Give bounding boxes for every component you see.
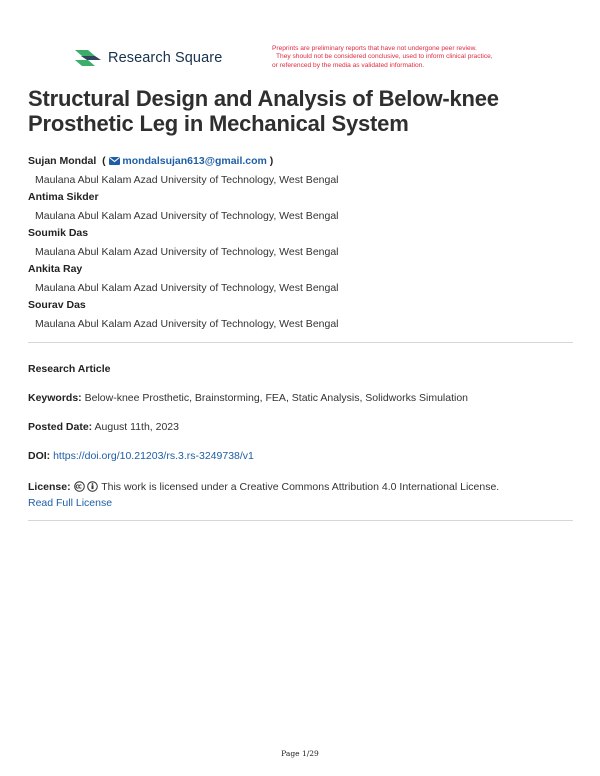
mail-icon: [109, 157, 120, 165]
author-name: Soumik Das: [28, 227, 89, 239]
doi-label: DOI:: [28, 450, 51, 462]
posted-date: [28, 419, 179, 435]
license: [28, 479, 573, 511]
license-label: License:: [28, 481, 71, 493]
read-full-license-link[interactable]: Read Full License: [28, 497, 113, 509]
attribution-icon: [87, 481, 98, 492]
paper-title: Structural Design and Analysis of Below-knee Prosthetic Leg in Mechanical System: [28, 86, 499, 136]
author-name: Sourav Das: [28, 299, 86, 311]
preprint-disclaimer: [272, 45, 552, 70]
article-type: [28, 361, 111, 377]
logo-word-research: Research: [108, 50, 171, 66]
divider: [28, 342, 573, 343]
author-affiliation: Maulana Abul Kalam Azad University of Technology, West Bengal: [35, 246, 339, 258]
author-entry: [28, 297, 588, 333]
author-affiliation: Maulana Abul Kalam Azad University of Technology, West Bengal: [35, 318, 339, 330]
author-entry: [28, 153, 588, 189]
author-entry: [28, 189, 588, 225]
author-name-line: Sujan Mondal ( mondalsujan613@gmail.com ): [28, 155, 274, 167]
author-name: Antima Sikder: [28, 191, 99, 203]
author-email-link[interactable]: mondalsujan613@gmail.com: [122, 155, 267, 167]
disclaimer-line: Preprints are preliminary reports that have not undergone peer review.: [272, 45, 477, 52]
author-name: Sujan Mondal: [28, 155, 97, 167]
author-list: [28, 153, 588, 333]
disclaimer-line: They should not be considered conclusive, used to inform clinical practice,: [276, 53, 493, 61]
page-number: Page 1/29: [281, 749, 319, 758]
posted-date-value: August 11th, 2023: [94, 421, 179, 433]
creative-commons-icon: [74, 481, 85, 492]
author-name: Ankita Ray: [28, 263, 83, 275]
research-square-logo[interactable]: [75, 48, 222, 68]
logo-wordmark: [108, 50, 222, 66]
author-affiliation: Maulana Abul Kalam Azad University of Technology, West Bengal: [35, 174, 339, 186]
doi: [28, 448, 254, 464]
keywords: [28, 390, 468, 406]
doi-link[interactable]: https://doi.org/10.21203/rs.3.rs-3249738/v1: [53, 450, 254, 462]
disclaimer-line: or referenced by the media as validated information.: [272, 61, 425, 69]
keywords-label: Keywords:: [28, 392, 82, 404]
license-text: This work is licensed under a Creative Commons Attribution 4.0 International License.: [101, 481, 500, 493]
author-affiliation: Maulana Abul Kalam Azad University of Technology, West Bengal: [35, 210, 339, 222]
posted-date-label: Posted Date:: [28, 421, 93, 433]
divider: [28, 520, 573, 521]
author-affiliation: Maulana Abul Kalam Azad University of Technology, West Bengal: [35, 282, 339, 294]
logo-word-square: Square: [175, 50, 223, 66]
research-square-logo-icon: [75, 48, 101, 68]
article-type-label: Research Article: [28, 363, 111, 375]
author-entry: [28, 261, 588, 297]
keywords-value: Below-knee Prosthetic, Brainstorming, FEA, Static Analysis, Solidworks Simulation: [84, 392, 469, 404]
author-entry: [28, 225, 588, 261]
